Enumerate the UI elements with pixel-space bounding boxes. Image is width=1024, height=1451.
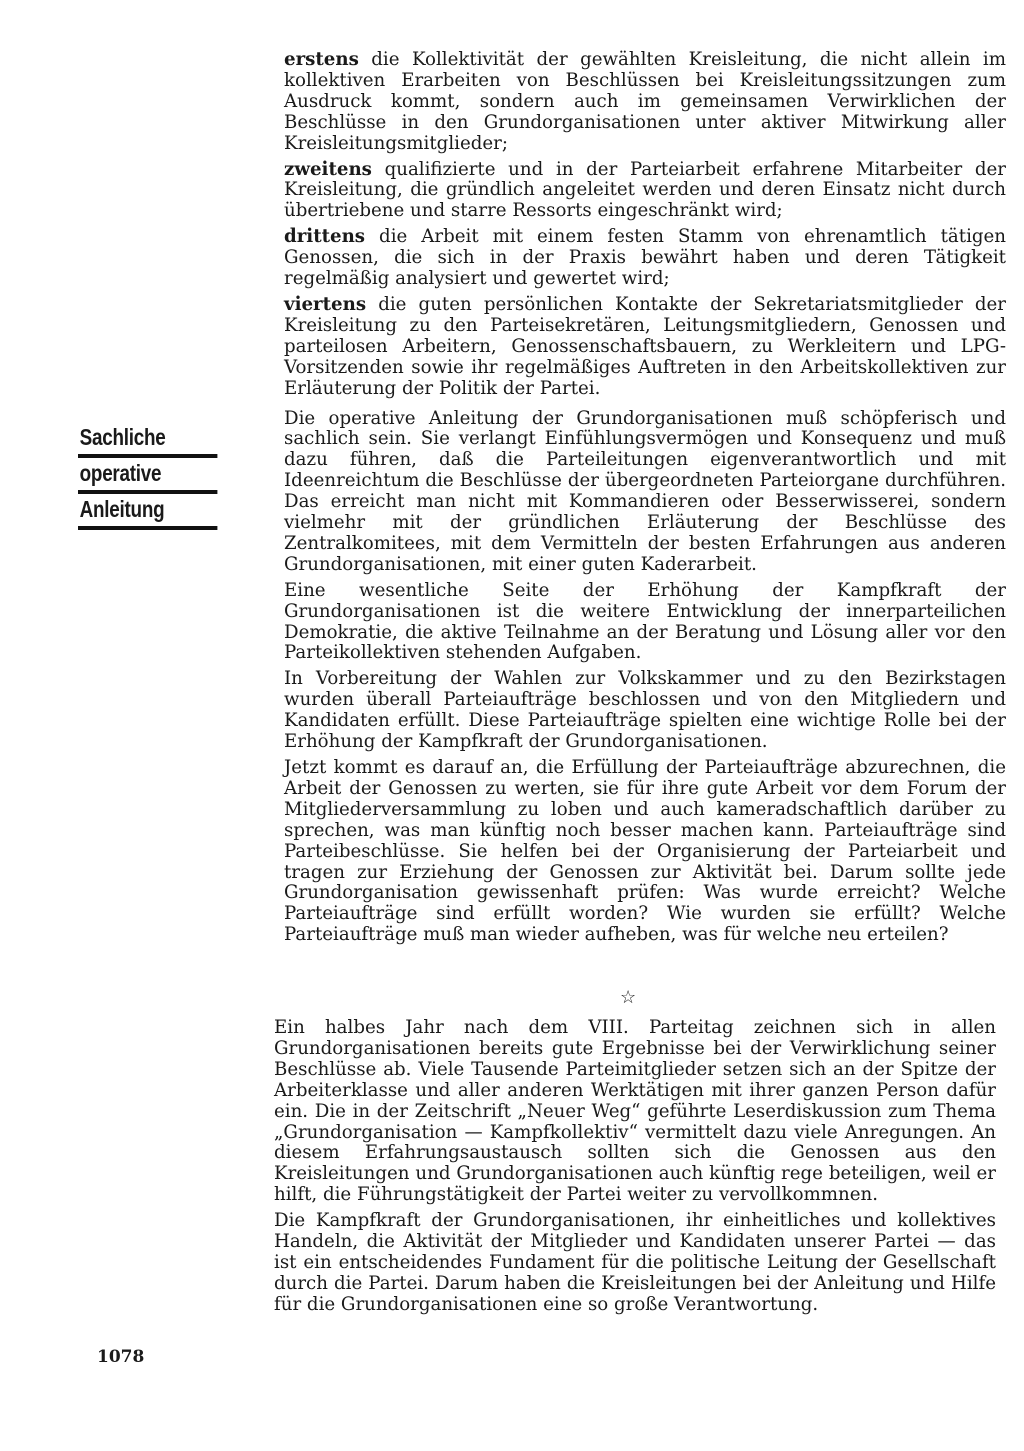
section-separator: ☆ (620, 987, 637, 1008)
enum-text: die guten persönlichen Kontakte der Sekretariatsmitglieder der Kreisleitung zu den Parteisekretären, Leitungsmitgliedern, Genossen und parteilosen Arbeitern, Genossenschaftsbauern, zu Werkleitern und LPG-Vorsitzenden sowie ihr regelmäßiges Auftreten in den Arbeitskollektiven zur Erläuterung der Politik der Partei. (284, 293, 1006, 399)
enum-keyword: viertens (284, 293, 367, 315)
enum-text: die Arbeit mit einem festen Stamm von ehrenamtlich tätigen Genossen, die sich in der Praxis bewährt haben und deren Tätigkeit regelmäßig analysiert und gewertet wird; (284, 226, 1006, 290)
enum-item-1 (284, 50, 1006, 155)
margin-heading (78, 422, 248, 530)
margin-heading-line: operative (78, 458, 217, 494)
enum-keyword: erstens (284, 49, 359, 70)
enum-item-4 (284, 295, 1006, 400)
upper-text-column (284, 50, 1006, 951)
page-number: 1078 (97, 1347, 145, 1367)
section-paragraph-2: Eine wesentliche Seite der Erhöhung der Kampfkraft der Grundorganisationen ist die weitere Entwicklung der innerparteilichen Demokratie, die aktive Teilnahme an der Beratung und Lösung aller vor den Parteikollektiven stehenden Aufgaben. (284, 579, 1006, 664)
section-paragraph-4: Jetzt kommt es darauf an, die Erfüllung der Parteiaufträge abzurechnen, die Arbeit der Genossen zu werten, sie für ihre gute Arbeit vor dem Forum der Mitgliederversammlung zu loben und auch kameradschaftlich darüber zu sprechen, was man künftig noch besser machen kann. Parteiaufträge sind Parteibeschlüsse. Sie helfen bei der Organisierung der Parteiarbeit und tragen zur Erziehung der Genossen zur Aktivität bei. Darum sollte jede Grundorganisation gewissenhaft prüfen: Was wurde erreicht? Welche Parteiaufträge sind erfüllt worden? Wie wurden sie erfüllt? Welche Parteiaufträge muß man wieder aufheben, was für welche neu erteilen? (284, 757, 1006, 946)
enum-text: die Kollektivität der gewählten Kreisleitung, die nicht allein im kollektiven Erarbeiten von Beschlüssen bei Kreisleitungssitzungen zum Ausdruck kommt, sondern auch im gemeinsamen Verwirklichen der Beschlüsse in den Grundorganisationen unter aktiver Mitwirkung aller Kreisleitungsmitglieder; (284, 49, 1006, 154)
margin-heading-line: Anleitung (78, 494, 217, 530)
margin-heading-line: Sachliche (78, 422, 217, 458)
enum-keyword: zweitens (284, 158, 372, 180)
enum-text: qualifizierte und in der Parteiarbeit erfahrene Mitarbeiter der Kreisleitung, die gründlich angeleitet werden und deren Einsatz nicht durch übertriebene und starre Ressorts eingeschränkt wird; (284, 158, 1006, 222)
lower-text-column (274, 1018, 996, 1321)
enum-keyword: drittens (284, 226, 366, 248)
section-paragraph-3: In Vorbereitung der Wahlen zur Volkskammer und zu den Bezirkstagen wurden überall Parteiaufträge beschlossen und von den Mitgliedern und Kandidaten erfüllt. Diese Parteiaufträge spielten eine wichtige Rolle bei der Erhöhung der Kampfkraft der Grundorganisationen. (284, 668, 1006, 753)
enum-item-3 (284, 227, 1006, 290)
enum-item-2 (284, 160, 1006, 223)
closing-paragraph-1: Ein halbes Jahr nach dem VIII. Parteitag zeichnen sich in allen Grundorganisationen bereits gute Ergebnisse bei der Verwirklichung seiner Beschlüsse ab. Viele Tausende Parteimitglieder setzen sich an der Spitze der Arbeiterklasse und aller anderen Werktätigen mit ihrer ganzen Person dafür ein. Die in der Zeitschrift „Neuer Weg“ geführte Leserdiskussion zum Thema „Grundorganisation — Kampfkollektiv“ vermittelt dazu viele Anregungen. An diesem Erfahrungsaustausch sollten sich die Genossen aus den Kreisleitungen und Grundorganisationen auch künftig rege beteiligen, weil er hilft, die Führungstätigkeit der Partei weiter zu vervollkommnen. (274, 1017, 996, 1206)
section-paragraph-1: Die operative Anleitung der Grundorganisationen muß schöpferisch und sachlich sein. Sie verlangt Einfühlungsvermögen und Konsequenz und muß dazu führen, daß die Parteileitungen eigenverantwortlich und mit Ideenreichtum die Beschlüsse der übergeordneten Parteiorgane durchführen. Das erreicht man nicht mit Kommandieren oder Besserwisserei, sondern vielmehr mit der gründlichen Erläuterung der Beschlüsse des Zentralkomitees, mit dem Vermitteln der besten Erfahrungen aus anderen Grundorganisationen, mit einer guten Kaderarbeit. (284, 407, 1006, 575)
closing-paragraph-2: Die Kampfkraft der Grundorganisationen, ihr einheitliches und kollektives Handeln, die Aktivität der Mitglieder und Kandidaten unserer Partei — das ist ein entscheidendes Fundament für die politische Leitung der Gesellschaft durch die Partei. Darum haben die Kreisleitungen bei der Anleitung und Hilfe für die Grundorganisationen eine so große Verantwortung. (274, 1210, 996, 1315)
